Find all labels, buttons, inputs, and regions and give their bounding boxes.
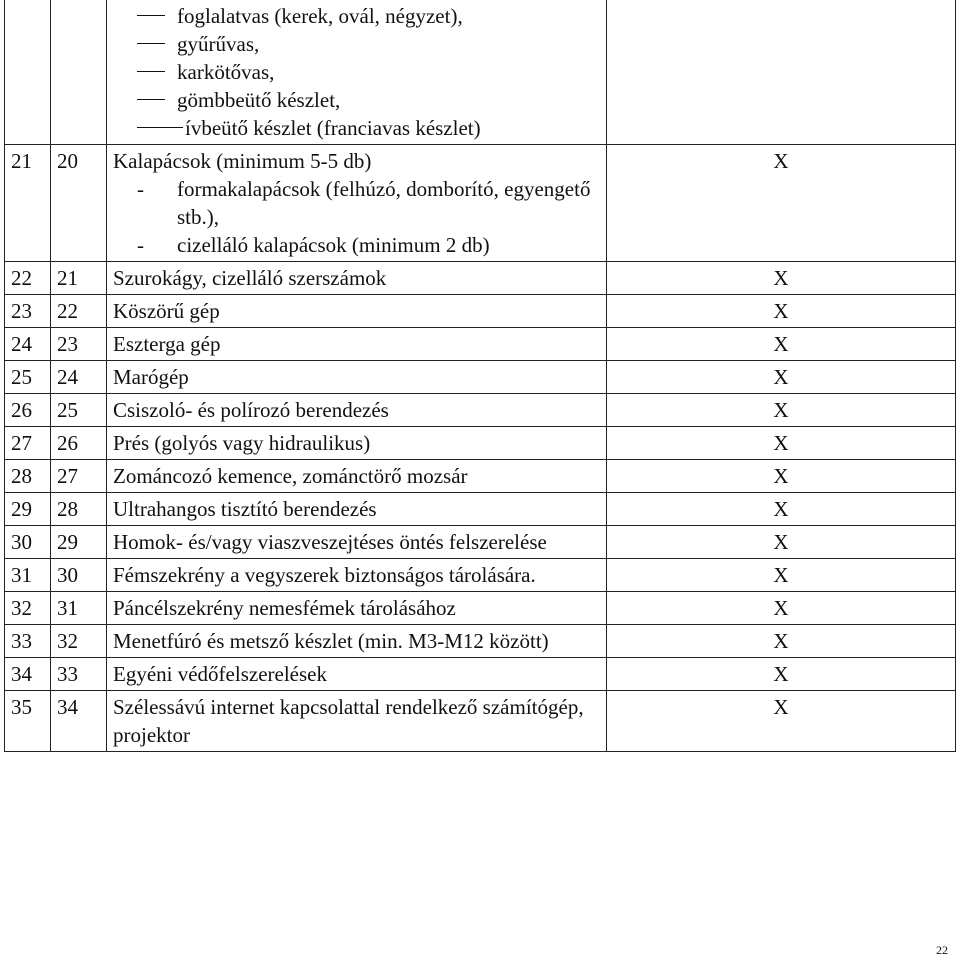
item-number: 28 — [51, 493, 107, 526]
availability-mark: X — [607, 361, 956, 394]
table-row — [5, 559, 956, 592]
item-description: Köszörű gép — [107, 295, 607, 328]
table-row — [5, 262, 956, 295]
list-item: foglalatvas (kerek, ovál, négyzet), — [113, 2, 600, 30]
dash-bullet — [137, 71, 165, 72]
item-description: Marógép — [107, 361, 607, 394]
item-description: Homok- és/vagy viaszveszejtéses öntés felszerelése — [107, 526, 607, 559]
availability-mark: X — [607, 295, 956, 328]
item-number: 26 — [51, 427, 107, 460]
dash-bullet — [137, 99, 165, 100]
row-number: 30 — [5, 526, 51, 559]
item-number: 34 — [51, 691, 107, 752]
item-number: 24 — [51, 361, 107, 394]
item-number: 21 — [51, 262, 107, 295]
table-row — [5, 658, 956, 691]
row-number-cell — [5, 0, 51, 145]
item-description: Menetfúró és metsző készlet (min. M3-M12 között) — [107, 625, 607, 658]
table-row — [5, 460, 956, 493]
table-row — [5, 295, 956, 328]
availability-mark: X — [607, 460, 956, 493]
row-number: 26 — [5, 394, 51, 427]
item-number: 31 — [51, 592, 107, 625]
availability-mark: X — [607, 394, 956, 427]
row-number: 35 — [5, 691, 51, 752]
availability-mark: X — [607, 328, 956, 361]
row-number: 25 — [5, 361, 51, 394]
page-number: 22 — [936, 943, 948, 957]
item-description — [107, 145, 607, 262]
hyphen-bullet: - — [137, 233, 144, 257]
item-number: 22 — [51, 295, 107, 328]
item-number-cell — [51, 0, 107, 145]
item-description: Zománcozó kemence, zománctörő mozsár — [107, 460, 607, 493]
row-number: 21 — [5, 145, 51, 262]
table-row — [5, 625, 956, 658]
row-number: 34 — [5, 658, 51, 691]
row-number: 23 — [5, 295, 51, 328]
availability-mark: X — [607, 262, 956, 295]
availability-mark: X — [607, 493, 956, 526]
row-number: 31 — [5, 559, 51, 592]
list-item: gömbbeütő készlet, — [113, 86, 600, 114]
item-number: 25 — [51, 394, 107, 427]
row-number: 27 — [5, 427, 51, 460]
table-row — [5, 493, 956, 526]
item-number: 23 — [51, 328, 107, 361]
row-number: 29 — [5, 493, 51, 526]
item-description-cell — [107, 0, 607, 145]
table-row — [5, 361, 956, 394]
availability-mark: X — [607, 145, 956, 262]
table-row — [5, 691, 956, 752]
availability-mark: X — [607, 691, 956, 752]
item-description: Eszterga gép — [107, 328, 607, 361]
item-description: Egyéni védőfelszerelések — [107, 658, 607, 691]
item-description: Prés (golyós vagy hidraulikus) — [107, 427, 607, 460]
item-description: Fémszekrény a vegyszerek biztonságos tárolására. — [107, 559, 607, 592]
item-number: 32 — [51, 625, 107, 658]
hyphen-bullet: - — [137, 177, 144, 201]
availability-mark: X — [607, 427, 956, 460]
list-item: karkötővas, — [113, 58, 600, 86]
row-number: 22 — [5, 262, 51, 295]
item-description: Szurokágy, cizelláló szerszámok — [107, 262, 607, 295]
availability-mark: X — [607, 625, 956, 658]
dash-bullet — [137, 15, 165, 16]
item-title: Kalapácsok (minimum 5-5 db) — [113, 149, 372, 173]
row-number: 28 — [5, 460, 51, 493]
dash-bullet — [137, 127, 183, 128]
row-number: 32 — [5, 592, 51, 625]
table-row — [5, 427, 956, 460]
item-number: 20 — [51, 145, 107, 262]
item-description: Ultrahangos tisztító berendezés — [107, 493, 607, 526]
item-description: Szélessávú internet kapcsolattal rendelkező számítógép, projektor — [107, 691, 607, 752]
item-number: 27 — [51, 460, 107, 493]
availability-mark: X — [607, 658, 956, 691]
item-number: 29 — [51, 526, 107, 559]
row-number: 24 — [5, 328, 51, 361]
equipment-table — [4, 0, 956, 752]
list-item: gyűrűvas, — [113, 30, 600, 58]
availability-cell — [607, 0, 956, 145]
list-item: - cizelláló kalapácsok (minimum 2 db) — [137, 233, 490, 257]
table-row — [5, 526, 956, 559]
item-description: Csiszoló- és polírozó berendezés — [107, 394, 607, 427]
availability-mark: X — [607, 592, 956, 625]
item-number: 33 — [51, 658, 107, 691]
list-item: - formakalapácsok (felhúzó, domborító, egyengető stb.), — [137, 177, 591, 229]
item-description: Páncélszekrény nemesfémek tárolásához — [107, 592, 607, 625]
list-item: ívbeütő készlet (franciavas készlet) — [113, 114, 600, 142]
item-number: 30 — [51, 559, 107, 592]
table-row-continuation — [5, 0, 956, 145]
table-row — [5, 145, 956, 262]
table-row — [5, 328, 956, 361]
table-row — [5, 592, 956, 625]
table-row — [5, 394, 956, 427]
availability-mark: X — [607, 526, 956, 559]
row-number: 33 — [5, 625, 51, 658]
dash-bullet — [137, 43, 165, 44]
availability-mark: X — [607, 559, 956, 592]
